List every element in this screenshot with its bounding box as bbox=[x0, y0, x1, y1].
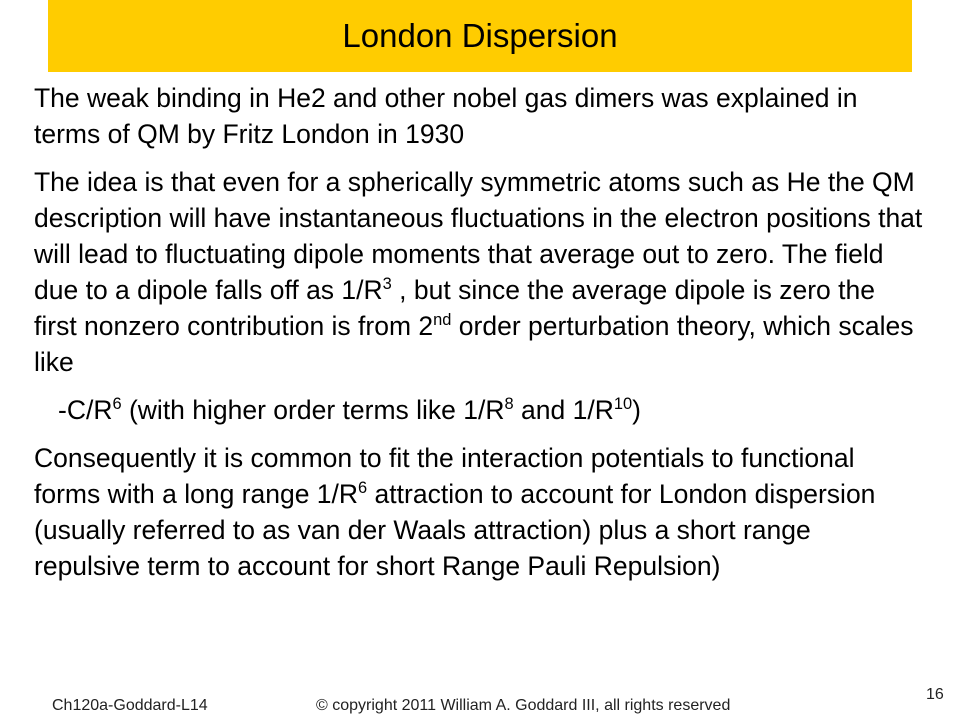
paragraph-2-text-c: order perturbation theory, which scales like bbox=[34, 311, 914, 377]
formula-text-c: and 1/R bbox=[513, 395, 614, 425]
title-bar bbox=[48, 0, 912, 72]
paragraph-1: The weak binding in He2 and other nobel gas dimers was explained in terms of QM by Fritz London in 1930 bbox=[34, 83, 858, 149]
formula-sup-b: 8 bbox=[504, 395, 514, 414]
paragraph-3-text-a: Consequently it is common to fit the interaction potentials to functional forms with a long range 1/R bbox=[34, 443, 855, 509]
paragraph-2 bbox=[34, 164, 924, 380]
formula-text-d: ) bbox=[632, 395, 641, 425]
paragraph-2-sup-a: 3 bbox=[382, 275, 392, 294]
formula-line bbox=[34, 392, 924, 428]
paragraph-2-text-a: The idea is that even for a spherically symmetric atoms such as He the QM description will have instantaneous fluctuations in the electron positions that will lead to fluctuating dipole moments that average out to zero. The field due to a dipole falls off as 1/R bbox=[34, 167, 923, 305]
slide-footer bbox=[0, 686, 960, 720]
slide-body bbox=[34, 80, 924, 584]
formula-text-b: (with higher order terms like 1/R bbox=[121, 395, 505, 425]
formula-sup-c: 10 bbox=[613, 395, 633, 414]
footer-course-label: Ch120a-Goddard-L14 bbox=[52, 697, 208, 714]
page-number: 16 bbox=[926, 686, 944, 703]
paragraph-2-text-b: , but since the average dipole is zero the first nonzero contribution is from 2 bbox=[34, 275, 875, 341]
paragraph-3 bbox=[34, 440, 924, 584]
slide-title: London Dispersion bbox=[342, 16, 618, 54]
formula-text-a: -C/R bbox=[58, 395, 113, 425]
paragraph-3-text-b: attraction to account for London dispersion (usually referred to as van der Waals attraction) plus a short range repulsive term to account for short Range Pauli Repulsion) bbox=[34, 479, 876, 581]
paragraph-3-sup-a: 6 bbox=[358, 479, 368, 498]
formula-sup-a: 6 bbox=[112, 395, 122, 414]
paragraph-2-sup-b: nd bbox=[433, 311, 452, 330]
footer-copyright: © copyright 2011 William A. Goddard III, all rights reserved bbox=[316, 697, 731, 714]
